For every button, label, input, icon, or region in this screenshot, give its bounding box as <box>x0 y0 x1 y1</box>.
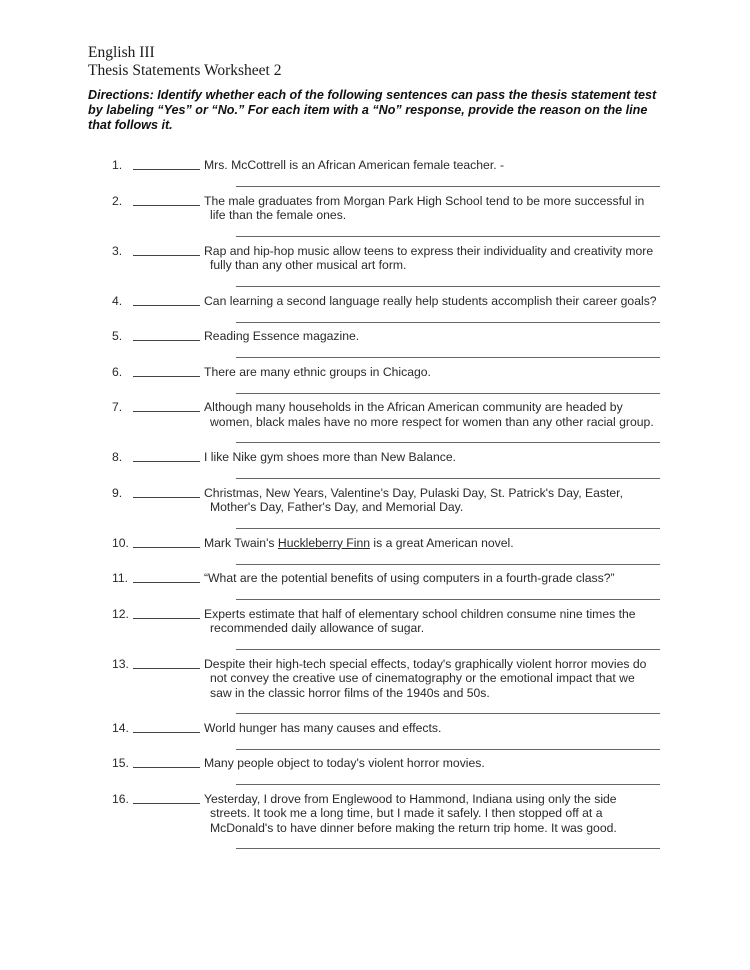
list-item <box>0 571 750 607</box>
list-item <box>0 486 750 536</box>
sentence-line: saw in the classic horror films of the 1940s and 50s. <box>210 685 490 700</box>
answer-blank[interactable] <box>133 668 200 669</box>
item-sentence <box>204 536 664 551</box>
sentence-line: World hunger has many causes and effects. <box>204 720 442 735</box>
answer-blank[interactable] <box>133 803 200 804</box>
item-number: 12. <box>112 606 129 621</box>
reason-line[interactable] <box>236 528 660 529</box>
item-number: 8. <box>112 450 123 464</box>
item-number: 2. <box>112 193 123 208</box>
reason-line[interactable] <box>236 478 660 479</box>
list-item <box>0 450 750 486</box>
sentence-line: women, black males have no more respect for women than any other racial group. <box>210 414 654 429</box>
reason-line[interactable] <box>236 322 660 323</box>
item-sentence <box>204 294 664 309</box>
sentence-line: Rap and hip-hop music allow teens to express their individuality and creativity more <box>204 243 654 258</box>
item-number: 1. <box>112 158 123 172</box>
item-number: 5. <box>112 329 123 343</box>
item-list <box>0 158 750 856</box>
item-sentence <box>204 400 664 429</box>
sentence-part: Mark Twain's <box>204 535 278 550</box>
sentence-line: Mrs. McCottrell is an African American female teacher. - <box>204 158 505 172</box>
item-sentence <box>204 365 664 380</box>
list-item <box>0 365 750 401</box>
reason-line[interactable] <box>236 749 660 750</box>
sentence-line: streets. It took me a long time, but I made it safely. I then stopped off at a <box>210 806 603 821</box>
item-sentence <box>204 329 664 344</box>
sentence-line: I like Nike gym shoes more than New Balance. <box>204 450 456 464</box>
answer-blank[interactable] <box>133 461 200 462</box>
item-sentence <box>204 571 664 586</box>
reason-line[interactable] <box>236 713 660 714</box>
reason-line[interactable] <box>236 442 660 443</box>
worksheet-header <box>88 44 281 80</box>
book-title: Huckleberry Finn <box>277 535 371 550</box>
sentence-line: life than the female ones. <box>210 208 347 223</box>
item-sentence <box>204 756 664 771</box>
answer-blank[interactable] <box>133 340 200 341</box>
reason-line[interactable] <box>236 599 660 600</box>
list-item <box>0 792 750 856</box>
item-number: 10. <box>112 535 129 550</box>
sentence-line: Can learning a second language really help students accomplish their career goals? <box>204 293 657 308</box>
list-item <box>0 657 750 721</box>
reason-line[interactable] <box>236 848 660 849</box>
item-number: 11. <box>112 571 129 585</box>
list-item <box>0 400 750 450</box>
sentence-line: Despite their high-tech special effects, today's graphically violent horror movies do <box>204 656 647 671</box>
answer-blank[interactable] <box>133 767 200 768</box>
list-item <box>0 329 750 365</box>
reason-line[interactable] <box>236 236 660 237</box>
item-number: 16. <box>112 791 129 806</box>
reason-line[interactable] <box>236 564 660 565</box>
list-item <box>0 721 750 757</box>
reason-line[interactable] <box>236 186 660 187</box>
item-sentence <box>204 607 664 636</box>
answer-blank[interactable] <box>133 169 200 170</box>
sentence-line: Many people object to today's violent horror movies. <box>204 756 485 770</box>
list-item <box>0 244 750 294</box>
sentence-line: McDonald's to have dinner before making the return trip home. It was good. <box>210 820 617 835</box>
sentence-line: Experts estimate that half of elementary school children consume nine times the <box>204 606 636 621</box>
item-number: 15. <box>112 756 129 770</box>
item-sentence <box>204 194 664 223</box>
worksheet-title: Thesis Statements Worksheet 2 <box>88 62 282 79</box>
item-sentence <box>204 158 664 173</box>
sentence-line: “What are the potential benefits of using computers in a fourth-grade class?” <box>204 571 615 585</box>
answer-blank[interactable] <box>133 376 200 377</box>
reason-line[interactable] <box>236 784 660 785</box>
item-sentence <box>204 792 664 836</box>
list-item <box>0 158 750 194</box>
answer-blank[interactable] <box>133 205 200 206</box>
sentence-line: The male graduates from Morgan Park High School tend to be more successful in <box>204 193 645 208</box>
answer-blank[interactable] <box>133 305 200 306</box>
list-item <box>0 294 750 330</box>
reason-line[interactable] <box>236 357 660 358</box>
answer-blank[interactable] <box>133 411 200 412</box>
directions: Directions: Identify whether each of the following sentences can pass the thesis statement test by labeling “Yes” or “No.” For each item with a “No” response, provide the reason on the line that follows it. <box>88 88 657 132</box>
item-number: 3. <box>112 243 123 258</box>
list-item <box>0 536 750 572</box>
item-sentence <box>204 721 664 736</box>
answer-blank[interactable] <box>133 255 200 256</box>
answer-blank[interactable] <box>133 582 200 583</box>
item-number: 7. <box>112 400 123 414</box>
sentence-line: There are many ethnic groups in Chicago. <box>204 364 431 379</box>
sentence-line: recommended daily allowance of sugar. <box>210 621 425 636</box>
course-name: English III <box>88 44 155 61</box>
item-sentence <box>204 450 664 465</box>
item-sentence <box>204 486 664 515</box>
answer-blank[interactable] <box>133 732 200 733</box>
item-number: 9. <box>112 485 123 500</box>
list-item <box>0 194 750 244</box>
sentence-line: Mother's Day, Father's Day, and Memorial Day. <box>210 500 464 515</box>
item-number: 14. <box>112 720 129 735</box>
answer-blank[interactable] <box>133 618 200 619</box>
sentence-line: Although many households in the African American community are headed by <box>204 400 623 414</box>
sentence-line: fully than any other musical art form. <box>210 258 407 273</box>
item-number: 13. <box>112 656 129 671</box>
sentence-line: Christmas, New Years, Valentine's Day, Pulaski Day, St. Patrick's Day, Easter, <box>204 485 623 500</box>
item-sentence <box>204 657 664 701</box>
sentence-line: not convey the creative use of cinematography or the emotional impact that we <box>210 671 635 686</box>
sentence-line: Yesterday, I drove from Englewood to Hammond, Indiana using only the side <box>204 791 617 806</box>
sentence-part: is a great American novel. <box>370 535 514 550</box>
list-item <box>0 607 750 657</box>
reason-line[interactable] <box>236 393 660 394</box>
reason-line[interactable] <box>236 286 660 287</box>
sentence-line: Reading Essence magazine. <box>204 329 360 343</box>
list-item <box>0 756 750 792</box>
reason-line[interactable] <box>236 649 660 650</box>
answer-blank[interactable] <box>133 497 200 498</box>
item-number: 6. <box>112 364 123 379</box>
item-sentence <box>204 244 664 273</box>
answer-blank[interactable] <box>133 547 200 548</box>
item-number: 4. <box>112 293 123 308</box>
